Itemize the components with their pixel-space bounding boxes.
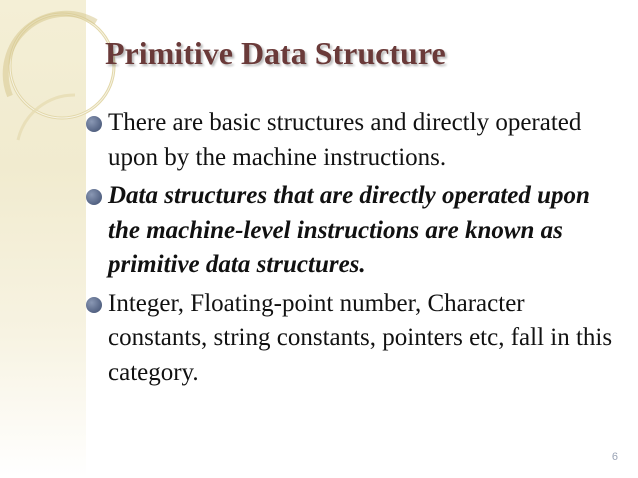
bullet-item xyxy=(82,287,622,391)
bullet-text: There are basic structures and directly operated upon by the machine instructions. xyxy=(108,109,582,171)
bullet-item xyxy=(82,179,622,283)
bullet-text: Integer, Floating-point number, Character constants, string constants, pointers etc, fall in this category. xyxy=(108,289,613,386)
bullet-text: Data structures that are directly operated upon the machine-level instructions are known as primitive data structures. xyxy=(108,182,590,278)
bullet-dot-icon xyxy=(86,297,102,313)
bullet-dot-icon xyxy=(86,189,102,205)
bullet-dot-icon xyxy=(86,116,102,132)
bullet-item xyxy=(82,106,622,175)
slide-title: Primitive Data Structure xyxy=(105,35,446,71)
bullet-list xyxy=(82,106,622,394)
page-number: 6 xyxy=(611,451,618,463)
